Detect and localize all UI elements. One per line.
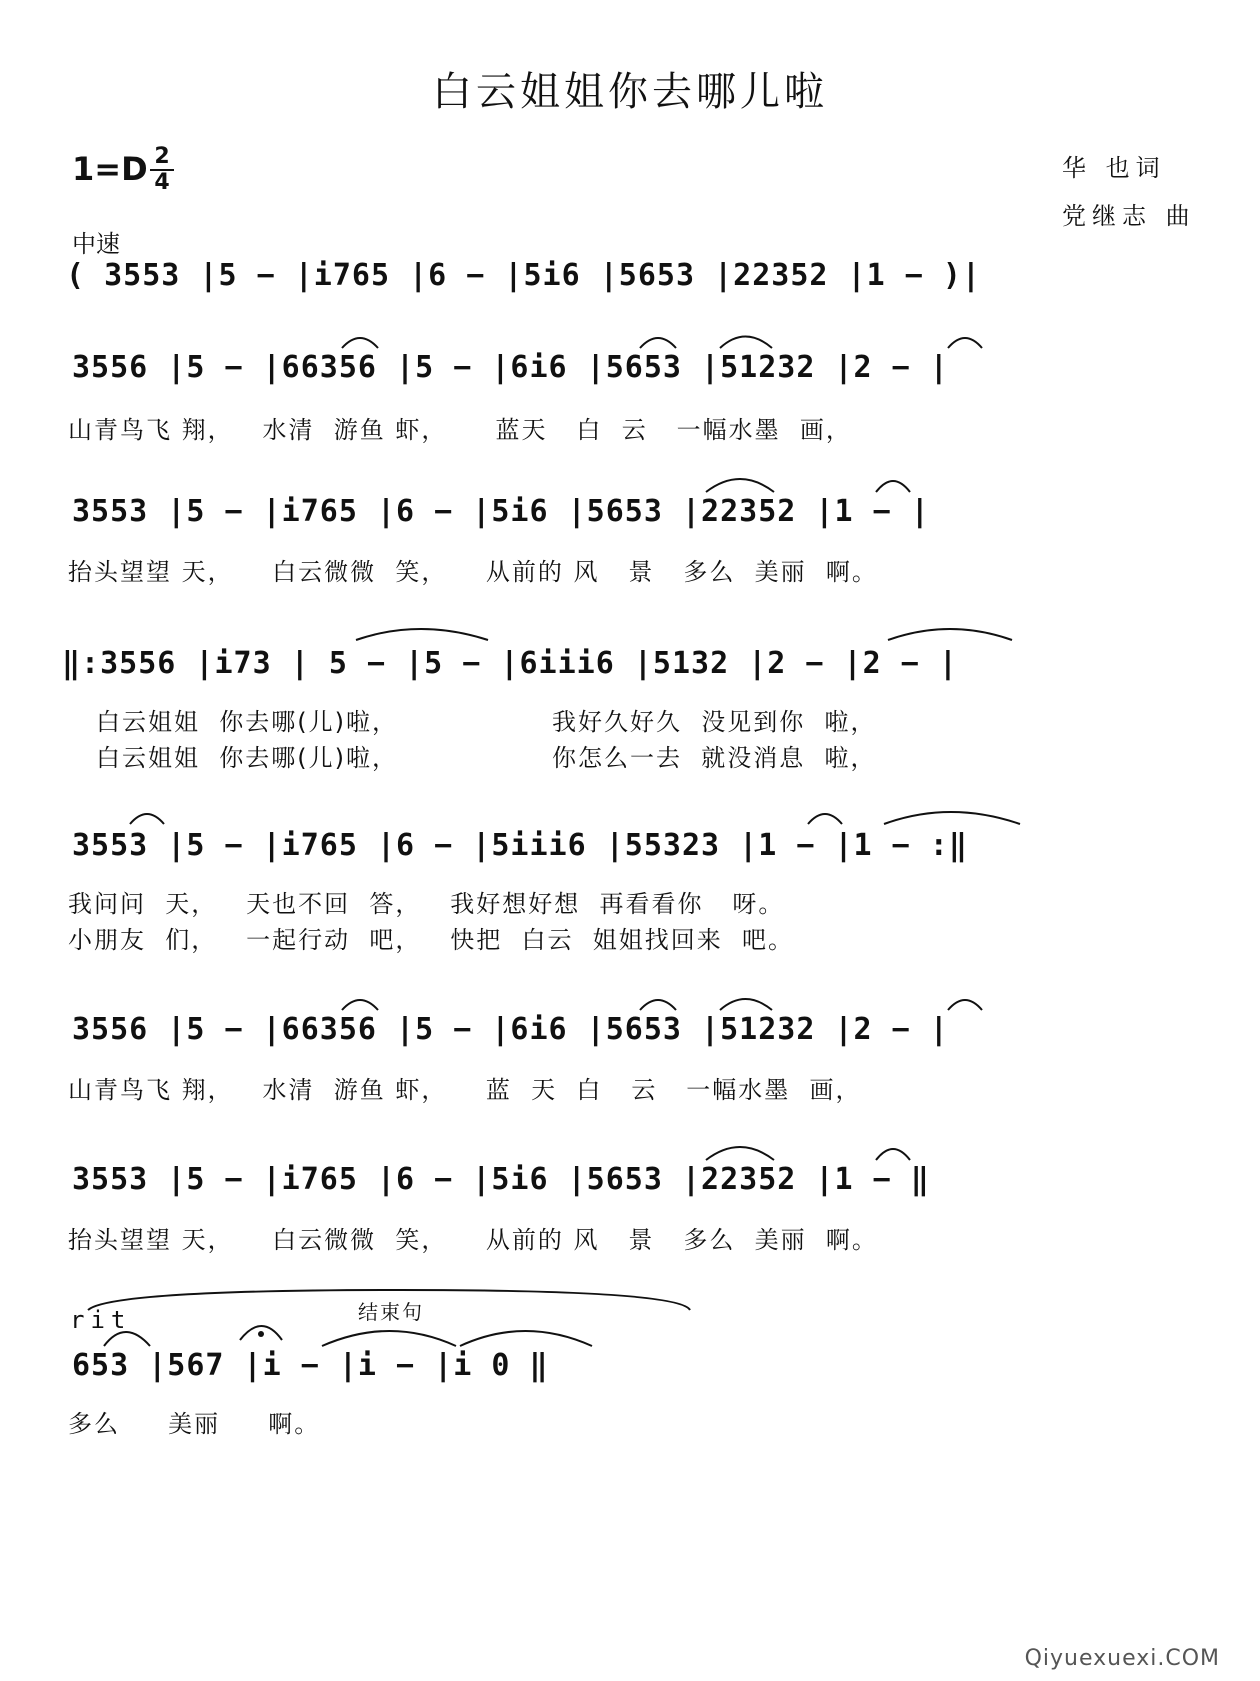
slur-12	[948, 1000, 982, 1010]
lyric-line-4b: 小朋友 们， 一起行动 吧， 快把 白云 姐姐找回来 吧。	[68, 926, 795, 954]
time-signature-top: 2	[154, 144, 170, 169]
score-line-3: ‖:3556 |i73 | 5 − |5 − |6iii6 |5132 |2 − |2 − |	[62, 646, 958, 681]
slur-9	[342, 1000, 378, 1010]
slur-10	[640, 1000, 676, 1010]
score-line-7: 653 |567 |i − |i − |i 0 ‖	[72, 1348, 549, 1383]
tie-5	[460, 1331, 592, 1346]
slur-6	[876, 481, 910, 492]
slur-7	[130, 814, 164, 824]
tie-4	[322, 1331, 456, 1346]
lyric-line-1: 山青鸟飞 翔， 水清 游鱼 虾， 蓝天 白 云 一幅水墨 画，	[68, 416, 852, 444]
lyric-line-7: 多么 美丽 啊。	[68, 1410, 321, 1438]
composer-credit: 党继志 曲	[1062, 202, 1196, 230]
rit-line	[88, 1290, 690, 1310]
score-line-5: 3556 |5 − |66356 |5 − |6i6 |5653 |51232 |2 − |	[72, 1012, 949, 1047]
slur-15	[104, 1332, 150, 1346]
lyric-line-4a: 我问问 天， 天也不回 答， 我好想好想 再看看你 呀。	[68, 890, 785, 918]
score-line-2: 3553 |5 − |i765 |6 − |5i6 |5653 |22352 |1 − |	[72, 494, 930, 529]
tie-3	[884, 812, 1020, 824]
slur-5	[706, 479, 774, 492]
lyric-line-5: 山青鸟飞 翔， 水清 游鱼 虾， 蓝 天 白 云 一幅水墨 画，	[68, 1076, 862, 1104]
ending-label: 结束句	[358, 1300, 424, 1324]
lyric-line-6: 抬头望望 天， 白云微微 笑， 从前的 风 景 多么 美丽 啊。	[68, 1226, 878, 1254]
slur-13	[706, 1147, 774, 1160]
slur-11	[720, 999, 772, 1010]
fermata-dot	[258, 1331, 264, 1337]
score-line-4: 3553 |5 − |i765 |6 − |5iii6 |55323 |1 − |1 − :‖	[72, 828, 968, 863]
lyric-line-2: 抬头望望 天， 白云微微 笑， 从前的 风 景 多么 美丽 啊。	[68, 558, 878, 586]
watermark: Qiyuexuexi.COM	[1024, 1646, 1220, 1671]
lyric-line-3b: 白云姐姐 你去哪(儿)啦， 你怎么一去 就没消息 啦，	[96, 744, 877, 772]
lyric-line-3a: 白云姐姐 你去哪(儿)啦， 我好久好久 没见到你 啦，	[96, 708, 877, 736]
key-signature: 1=D	[72, 150, 148, 188]
tie-1	[356, 629, 488, 640]
score-line-0: ( 3553 |5 − |i765 |6 − |5i6 |5653 |22352 |1 − )|	[66, 258, 981, 293]
score-line-1: 3556 |5 − |66356 |5 − |6i6 |5653 |51232 |2 − |	[72, 350, 949, 385]
rit-marking: rit	[70, 1306, 132, 1334]
tie-2	[888, 629, 1012, 640]
slur-1	[342, 338, 378, 348]
slur-14	[876, 1149, 910, 1160]
time-signature-bottom: 4	[154, 170, 170, 195]
slur-2	[640, 338, 676, 348]
song-title: 白云姐姐你去哪儿啦	[432, 69, 828, 115]
slur-8	[808, 814, 842, 824]
lyricist-credit: 华 也词	[1062, 154, 1166, 182]
tempo-marking: 中速	[72, 230, 120, 258]
slur-4	[948, 338, 982, 348]
score-line-6: 3553 |5 − |i765 |6 − |5i6 |5653 |22352 |1 − ‖	[72, 1162, 930, 1197]
slur-3	[720, 337, 772, 349]
